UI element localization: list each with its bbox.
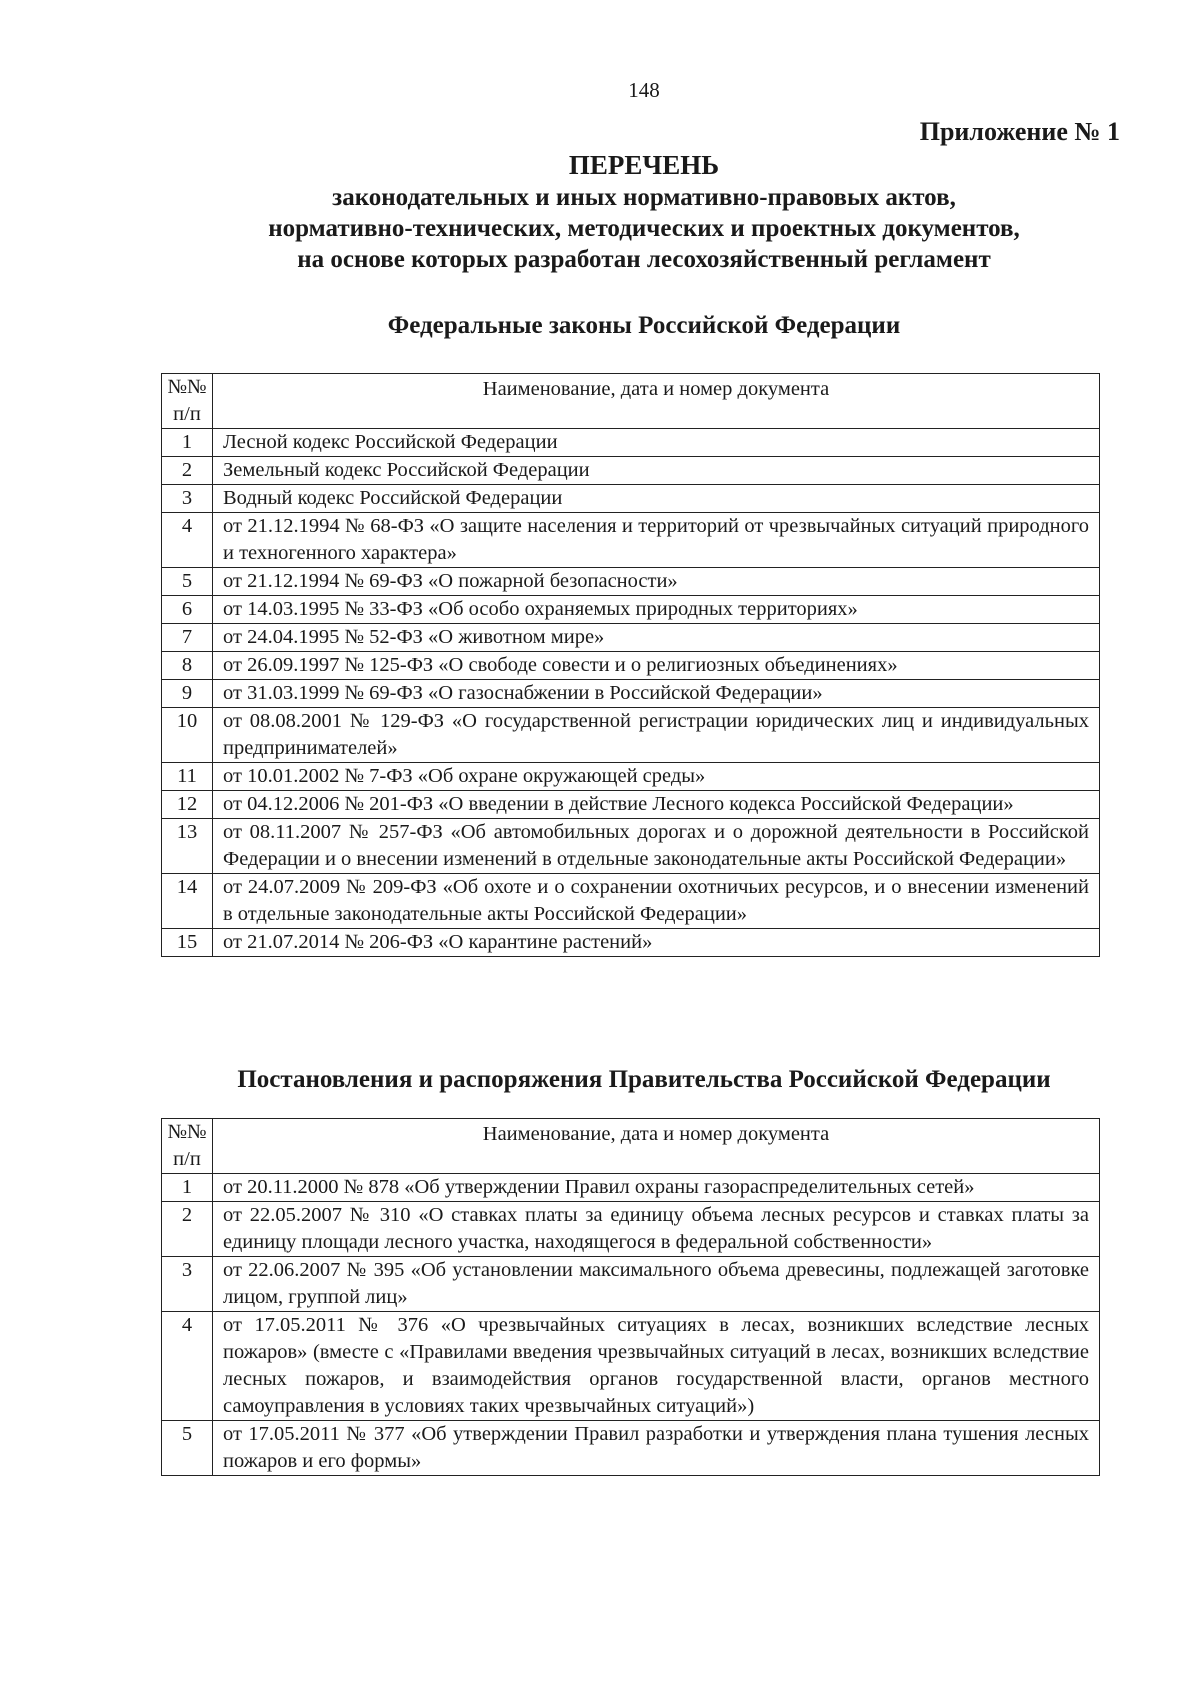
table-row [162,624,1100,652]
row-number: 7 [162,624,213,652]
column-header-name: Наименование, дата и номер документа [213,374,1100,429]
table-row [162,763,1100,791]
table-row [162,708,1100,763]
column-header-name: Наименование, дата и номер документа [213,1119,1100,1174]
row-number: 9 [162,680,213,708]
document-name: от 08.11.2007 № 257-ФЗ «Об автомобильных дорогах и о дорожной деятельности в Российской Федерации и о внесении изменений в отдельные законодательные акты Российской Федерации» [213,819,1100,874]
row-number: 5 [162,1421,213,1476]
heading-line: на основе которых разработан лесохозяйственный регламент [297,246,991,273]
document-name: от 14.03.1995 № 33-ФЗ «Об особо охраняемых природных территориях» [213,596,1100,624]
column-header-number: №№ п/п [162,374,213,429]
document-name: от 17.05.2011 № 376 «О чрезвычайных ситуациях в лесах, возникших вследствие лесных пожаров» (вместе с «Правилами введения чрезвычайных ситуаций в лесах, возникших вследствие лесных пожаров, и взаимодействия органов государственной власти, органов местного самоуправления в условиях таких чрезвычайных ситуаций») [213,1312,1100,1421]
row-number: 14 [162,874,213,929]
document-name: от 24.04.1995 № 52-ФЗ «О животном мире» [213,624,1100,652]
document-name: от 04.12.2006 № 201-ФЗ «О введении в действие Лесного кодекса Российской Федерации» [213,791,1100,819]
document-name: Земельный кодекс Российской Федерации [213,457,1100,485]
heading-line: законодательных и иных нормативно-правовых актов, [332,184,956,211]
federal-laws-table [161,373,1100,957]
table-row [162,457,1100,485]
document-name: от 22.06.2007 № 395 «Об установлении максимального объема древесины, подлежащей заготовке лицом, группой лиц» [213,1257,1100,1312]
table-row [162,929,1100,957]
heading-title: ПЕРЕЧЕНЬ [568,150,720,180]
table-row [162,568,1100,596]
document-name: от 17.05.2011 № 377 «Об утверждении Правил разработки и утверждения плана тушения лесных пожаров и его формы» [213,1421,1100,1476]
section-title-federal-laws: Федеральные законы Российской Федерации [387,312,901,339]
row-number: 4 [162,513,213,568]
table-row [162,1421,1100,1476]
table-row [162,680,1100,708]
row-number: 11 [162,763,213,791]
table-row [162,1202,1100,1257]
row-number: 1 [162,429,213,457]
document-name: от 20.11.2000 № 878 «Об утверждении Правил охраны газораспределительных сетей» [213,1174,1100,1202]
row-number: 10 [162,708,213,763]
heading-line: нормативно-технических, методических и проектных документов, [268,215,1020,242]
row-number: 3 [162,1257,213,1312]
table-row [162,1257,1100,1312]
row-number: 5 [162,568,213,596]
table-row [162,485,1100,513]
appendix-label: Приложение № 1 [919,117,1120,146]
document-name: от 08.08.2001 № 129-ФЗ «О государственной регистрации юридических лиц и индивидуальных предпринимателей» [213,708,1100,763]
document-name: от 21.12.1994 № 69-ФЗ «О пожарной безопасности» [213,568,1100,596]
document-name: Водный кодекс Российской Федерации [213,485,1100,513]
government-resolutions-table [161,1118,1100,1476]
page-number: 148 [628,78,660,102]
document-name: от 24.07.2009 № 209-ФЗ «Об охоте и о сохранении охотничьих ресурсов, и о внесении изменений в отдельные законодательные акты Российской Федерации» [213,874,1100,929]
table-row [162,652,1100,680]
table-row [162,513,1100,568]
table-header-row [162,1119,1100,1174]
document-name: от 10.01.2002 № 7-ФЗ «Об охране окружающей среды» [213,763,1100,791]
document-heading [0,150,1200,275]
column-header-number: №№ п/п [162,1119,213,1174]
document-name: от 22.05.2007 № 310 «О ставках платы за единицу объема лесных ресурсов и ставках платы за единицу площади лесного участка, находящегося в федеральной собственности» [213,1202,1100,1257]
table-row [162,429,1100,457]
row-number: 1 [162,1174,213,1202]
row-number: 12 [162,791,213,819]
table-row [162,596,1100,624]
row-number: 6 [162,596,213,624]
row-number: 15 [162,929,213,957]
table-header-row [162,374,1100,429]
row-number: 13 [162,819,213,874]
row-number: 3 [162,485,213,513]
table-row [162,819,1100,874]
document-name: Лесной кодекс Российской Федерации [213,429,1100,457]
table-row [162,791,1100,819]
row-number: 8 [162,652,213,680]
section-title-government-resolutions: Постановления и распоряжения Правительства Российской Федерации [237,1066,1051,1093]
document-name: от 21.12.1994 № 68-ФЗ «О защите населения и территорий от чрезвычайных ситуаций природного и техногенного характера» [213,513,1100,568]
table-row [162,874,1100,929]
document-name: от 21.07.2014 № 206-ФЗ «О карантине растений» [213,929,1100,957]
document-name: от 31.03.1999 № 69-ФЗ «О газоснабжении в Российской Федерации» [213,680,1100,708]
row-number: 2 [162,457,213,485]
table-row [162,1174,1100,1202]
document-name: от 26.09.1997 № 125-ФЗ «О свободе совести и о религиозных объединениях» [213,652,1100,680]
row-number: 2 [162,1202,213,1257]
row-number: 4 [162,1312,213,1421]
table-row [162,1312,1100,1421]
